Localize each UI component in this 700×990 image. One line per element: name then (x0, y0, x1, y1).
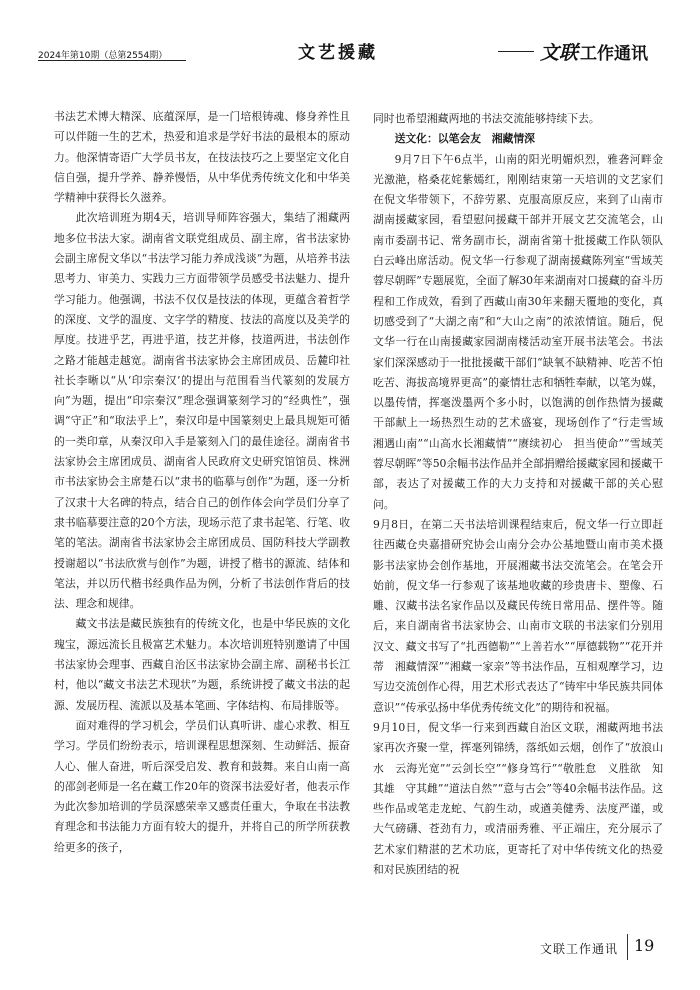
paragraph: 9月10日，倪文华一行来到西藏自治区文联，湘藏两地书法家再次齐聚一堂，挥毫列锦绣，落纸如云烟，创作了“放浪山水 云海光宽”“云剑长空”“修身笃行”“敬胜怠 义胜欲 知其雄 守其雌”“道法自然”“意与古会”等40余幅书法作品。这些作品或笔走龙蛇、气韵生动，或遒美健秀、法度严谨，或大气磅礴、苍劲有力，或清丽秀雅、平正端庄，充分展示了艺术家们精湛的艺术功底，更寄托了对中华传统文化的热爱和对民族团结的祝 (373, 720, 663, 876)
footer-divider (627, 934, 628, 960)
brand-logo: 文联 (540, 42, 579, 64)
left-column (54, 107, 350, 858)
magazine-brand (540, 38, 648, 65)
issue-number: 2024年第10期（总第2554期） (38, 51, 168, 61)
paragraph: 9月8日，在第二天书法培训课程结束后，倪文华一行立即赶往西藏仓央嘉措研究协会山南分会办公基地暨山南市美术摄影书法家协会创作基地，开展湘藏书法交流笔会。在笔会开始前，倪文华一行参观了该基地收藏的珍贵唐卡、塑像、石雕、汉藏书法名家作品以及藏民传统日常用品、摆件等。随后，来自湖南省书法家协会、山南市文联的书法家们分别用汉文、藏文书写了“扎西德勒”“上善若水”“厚德载物”“花开并蒂 湘藏情深”“湘藏一家亲”等书法作品，互相观摩学习，边写边交流创作心得，用艺术形式表达了“铸牢中华民族共同体意识”“传承弘扬中华优秀传统文化”的期待和祝福。 (373, 517, 663, 714)
paragraph: 此次培训班为期4天，培训导师阵容强大，集结了湘藏两地多位书法大家。湖南省文联党组成员、副主席，省书法家协会副主席倪文华以“书法学习能力养成浅谈”为题，从培养书法思考力、审美力、实践力三方面带领学员感受书法魅力、提升学习能力。他强调，书法不仅仅是技法的体现，更蕴含着哲学的深度、文学的温度、文字学的精度、技法的高度以及美学的厚度。技进乎艺，再进乎道，技艺并修，技道两进，书法创作之路才能越走越宽。湖南省书法家协会主席团成员、岳麓印社社长李晰以“从‘印宗秦汉’的提出与范围看当代篆刻的发展方向”为题，提出“印宗秦汉”理念强调篆刻学习的“经典性”，强调“守正”和“取法乎上”，秦汉印是中国篆刻史上最具规矩可循的一类印章，从秦汉印入手是篆刻入门的最佳途径。湖南省书法家协会主席团成员、湖南省人民政府文史研究馆馆员、株洲市书法家协会主席楚石以“隶书的临摹与创作”为题，逐一分析了汉隶十大名碑的特点，结合自己的创作体会向学员们分享了隶书临摹要注意的20个方法，现场示范了隶书起笔、行笔、收笔的笔法。湖南省书法家协会主席团成员、国防科技大学副教授谢超以“书法欣赏与创作”为题，讲授了楷书的源流、结体和笔法，并以历代楷书经典作品为例，分析了书法创作背后的技法、理念和规律。 (54, 211, 350, 611)
paragraph: 9月7日下午6点半，山南的阳光明媚炽烈，雅砻河畔金光激滟，格桑花姹紫嫣红，刚刚结束第一天培训的文艺家们在倪文华带领下，不辞劳累、克服高原反应，来到了山南市湖南援藏家园，看望慰问援藏干部并开展文艺交流笔会，山南市委副书记、常务副市长，湖南省第十批援藏工作队领队白云峰出席活动。倪文华一行参观了湖南援藏陈列室“雪域芙蓉尽朝晖”专题展览，全面了解30年来湖南对口援藏的奋斗历程和工作成效，看到了西藏山南30年来翻天覆地的变化，真切感受到了“大湖之南”和“大山之南”的浓浓情谊。随后，倪文华一行在山南援藏家园湖南楼活动室开展书法笔会。书法家们深深感动于一批批援藏干部们“缺氧不缺精神、吃苦不怕吃苦、海拔高境界更高”的豪情壮志和牺牲奉献，以笔为媒，以墨传情，挥毫泼墨两个多小时，以饱满的创作热情为援藏干部献上一场热烈生动的艺术盛宴，现场创作了“行走雪域 湘遇山南”“山高水长湘藏情”“赓续初心 担当使命”“雪域芙蓉尽朝晖”等50余幅书法作品并全部捐赠给援藏家园和援藏干部，表达了对援藏工作的大力支持和对援藏干部的关心慰问。 (373, 152, 674, 511)
paragraph: 同时也希望湘藏两地的书法交流能够持续下去。 (373, 112, 600, 125)
header-rule-left (38, 60, 186, 61)
paragraph: 藏文书法是藏民族独有的传统文化，也是中华民族的文化瑰宝，源远流长且极富艺术魅力。本次培训班特别邀请了中国书法家协会理事、西藏自治区书法家协会副主席、副秘书长江村，他以“藏文书法艺术现状”为题，系统讲授了藏文书法的起源、发展历程、流派以及基本笔画、字体结构、布局排版等。 (54, 617, 350, 712)
right-column (373, 109, 674, 880)
section-title: 文艺援藏 (298, 43, 378, 63)
footer-magazine-title: 文联工作通讯 (540, 942, 619, 956)
header-rule-right (498, 51, 534, 52)
page-header (0, 0, 700, 64)
paragraph: 书法艺术博大精深、底蕴深厚，是一门培根铸魂、修身养性且可以伴随一生的艺术，热爱和追求是学好书法的最根本的原动力。他深情寄语广大学员书友，在技法技巧之上要坚定文化自信自强，提升学养、静养慢悟，从中华优秀传统文化和中华美学精神中获得长久滋养。 (54, 110, 350, 205)
paragraph: 面对难得的学习机会，学员们认真听讲、虚心求教、相互学习。学员们纷纷表示，培训课程思想深刻、生动鲜活、振奋人心、催人奋进，听后深受启发、教育和鼓舞。来自山南一高的邵剑老师是一名在藏工作20年的资深书法爱好者，他表示作为此次参加培训的学员深感荣幸又感责任重大，争取在书法教育理念和书法能力方面有较大的提升，并将自己的所学所获教给更多的孩子， (54, 718, 350, 854)
brand-text: 工作通讯 (580, 44, 649, 64)
page-number: 19 (634, 936, 655, 955)
section-subheading: 送文化：以笔会友 湘藏情深 (394, 132, 535, 146)
